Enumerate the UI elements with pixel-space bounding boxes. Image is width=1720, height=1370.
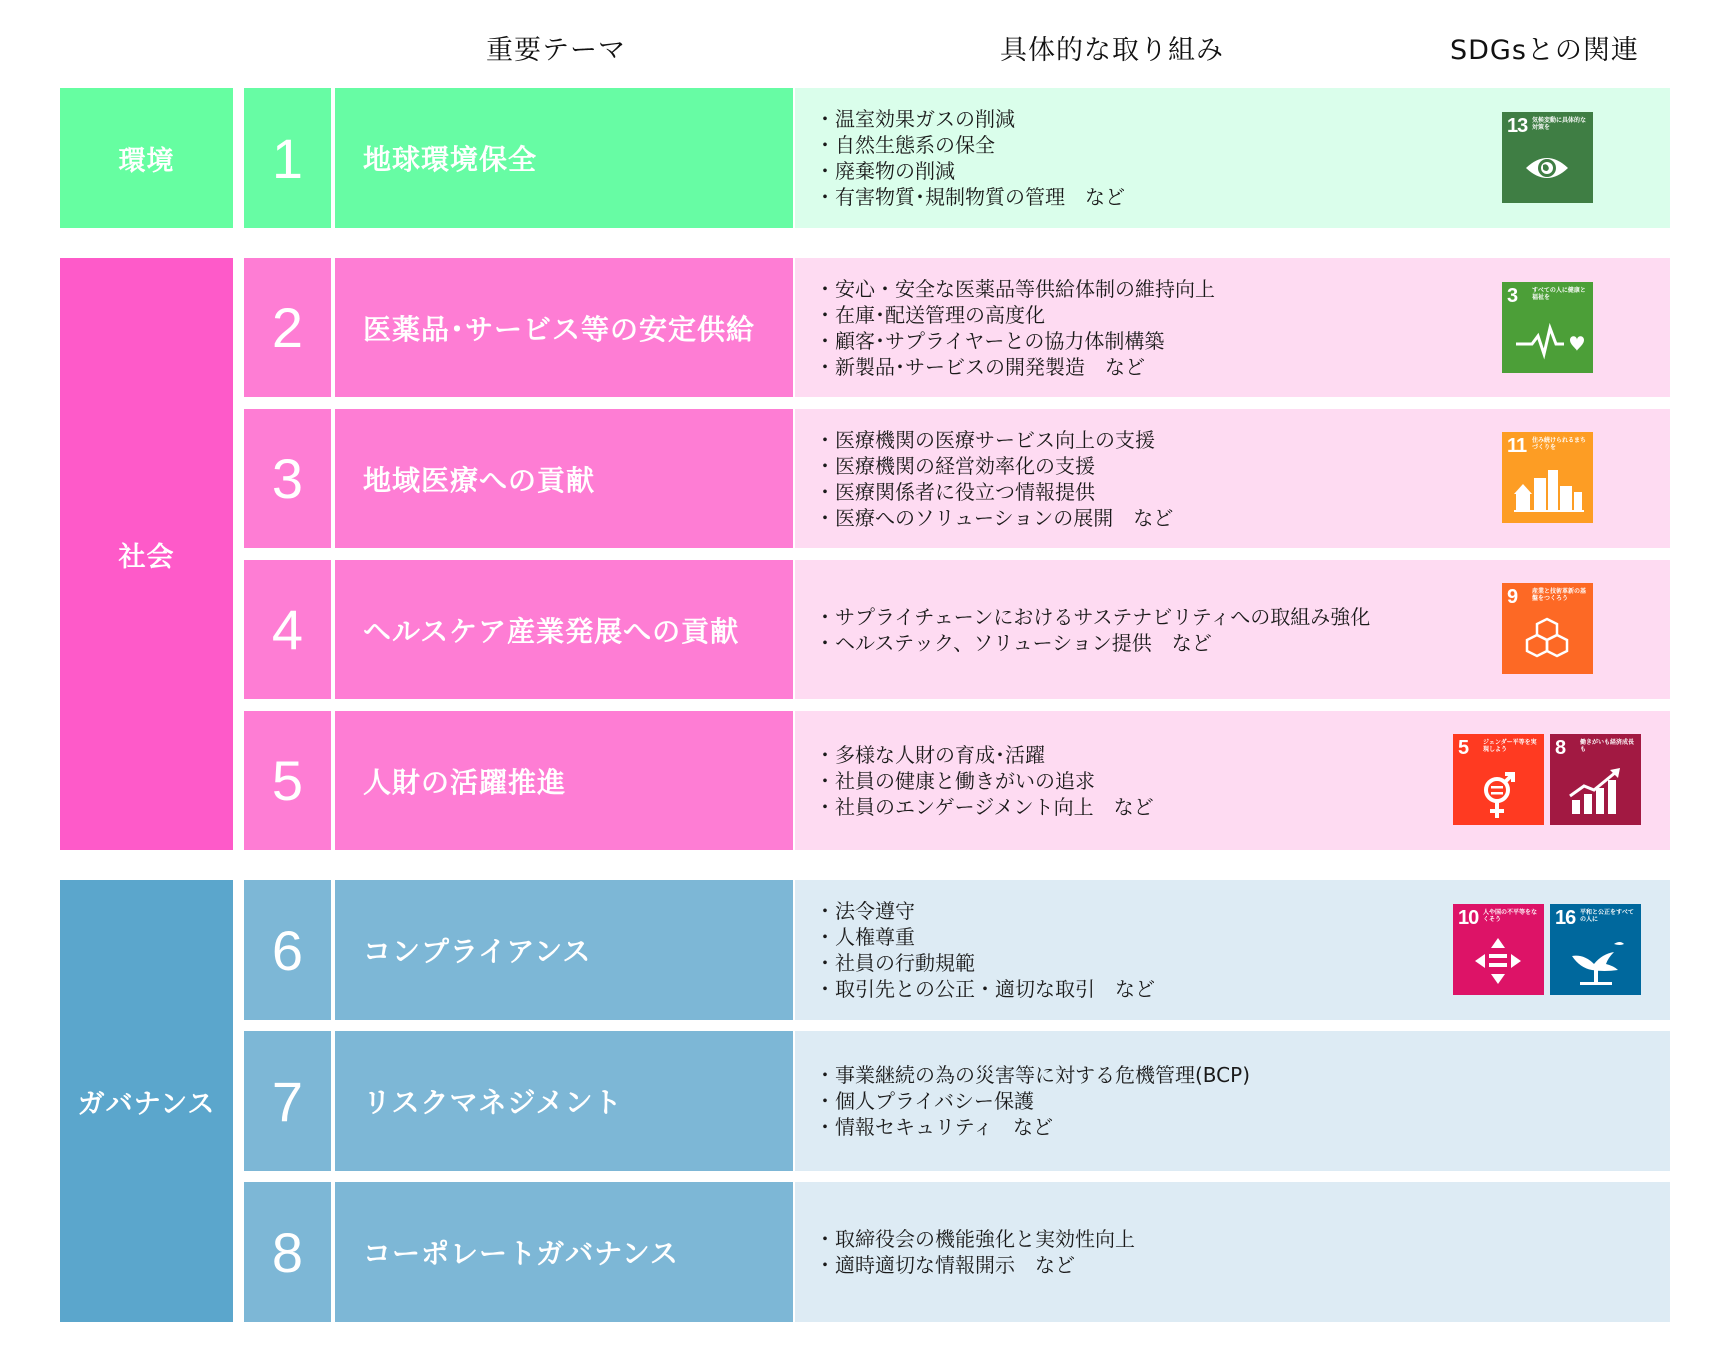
theme-title: コーポレートガバナンス <box>335 1182 793 1322</box>
theme-title: リスクマネジメント <box>335 1031 793 1171</box>
header-sdgs: SDGsとの関連 <box>1450 35 1639 66</box>
action-item: ・ 適時適切な情報開示 など <box>815 1252 1135 1278</box>
action-item: ・ 顧客･サプライヤーとの協力体制構築 <box>815 328 1215 354</box>
sdg-label: 産業と技術革新の基盤をつくろう <box>1532 589 1587 602</box>
action-item: ・ 医療機関の医療サービス向上の支援 <box>815 427 1173 453</box>
sdg-10-icon <box>1453 904 1544 995</box>
action-item: ・ 人権尊重 <box>815 924 1155 950</box>
sdg-13-icon <box>1502 112 1593 203</box>
sdg-3-icon <box>1502 282 1593 373</box>
action-item: ・ 取引先との公正・適切な取引 など <box>815 976 1155 1002</box>
action-item: ・ 法令遵守 <box>815 898 1155 924</box>
theme-title: ヘルスケア産業発展への貢献 <box>335 560 793 699</box>
action-item: ・ サプライチェーンにおけるサステナビリティへの取組み強化 <box>815 604 1370 630</box>
sdg-number: 3 <box>1507 285 1518 307</box>
category-society: 社会 <box>60 258 233 850</box>
action-item: ・ ヘルステック、ソリューション提供 など <box>815 630 1370 656</box>
theme-number: 7 <box>244 1031 331 1171</box>
header-actions: 具体的な取り組み <box>1000 35 1224 66</box>
action-item: ・ 多様な人財の育成･活躍 <box>815 742 1154 768</box>
action-item: ・ 安心・安全な医薬品等供給体制の維持向上 <box>815 276 1215 302</box>
category-environment: 環境 <box>60 88 233 228</box>
theme-number: 3 <box>244 409 331 548</box>
action-item: ・ 在庫･配送管理の高度化 <box>815 302 1215 328</box>
category-governance: ガバナンス <box>60 880 233 1322</box>
action-item: ・ 医療関係者に役立つ情報提供 <box>815 479 1173 505</box>
action-item: ・ 新製品･サービスの開発製造 など <box>815 354 1215 380</box>
header-theme: 重要テーマ <box>486 35 626 66</box>
theme-title: コンプライアンス <box>335 880 793 1020</box>
theme-number: 2 <box>244 258 331 397</box>
theme-title: 医薬品･サービス等の安定供給 <box>335 258 793 397</box>
action-item: ・ 社員のエンゲージメント向上 など <box>815 794 1154 820</box>
sdg-number: 8 <box>1555 737 1566 759</box>
theme-number: 6 <box>244 880 331 1020</box>
theme-number: 8 <box>244 1182 331 1322</box>
sdg-number: 9 <box>1507 586 1518 608</box>
sdg-11-icon <box>1502 432 1593 523</box>
sdg-label: すべての人に健康と福祉を <box>1532 288 1586 301</box>
theme-number: 5 <box>244 711 331 850</box>
theme-title: 人財の活躍推進 <box>335 711 793 850</box>
sdg-label: 人や国の不平等をなくそう <box>1483 910 1538 923</box>
theme-number: 4 <box>244 560 331 699</box>
action-item: ・ 医療へのソリューションの展開 など <box>815 505 1173 531</box>
sdg-number: 13 <box>1507 115 1528 137</box>
action-item: ・ 自然生態系の保全 <box>815 132 1125 158</box>
sdg-label: 気候変動に具体的な対策を <box>1532 118 1587 131</box>
theme-actions <box>795 1031 1670 1171</box>
action-item: ・ 医療機関の経営効率化の支援 <box>815 453 1173 479</box>
action-item: ・ 温室効果ガスの削減 <box>815 106 1125 132</box>
theme-number: 1 <box>244 88 331 228</box>
theme-title: 地域医療への貢献 <box>335 409 793 548</box>
action-item: ・ 有害物質･規制物質の管理 など <box>815 184 1125 210</box>
sdg-9-icon <box>1502 583 1593 674</box>
action-item: ・ 廃棄物の削減 <box>815 158 1125 184</box>
action-item: ・ 情報セキュリティ など <box>815 1114 1250 1140</box>
sdg-label: 働きがいも経済成長も <box>1580 740 1635 753</box>
action-item: ・ 個人プライバシー保護 <box>815 1088 1250 1114</box>
sdg-number: 11 <box>1507 435 1527 457</box>
sdg-label: 平和と公正をすべての人に <box>1580 910 1634 923</box>
theme-title: 地球環境保全 <box>335 88 793 228</box>
action-item: ・ 社員の健康と働きがいの追求 <box>815 768 1154 794</box>
sdg-5-icon <box>1453 734 1544 825</box>
theme-actions <box>795 1182 1670 1322</box>
sdg-number: 16 <box>1555 907 1576 929</box>
action-item: ・ 事業継続の為の災害等に対する危機管理(BCP) <box>815 1062 1250 1088</box>
action-item: ・ 取締役会の機能強化と実効性向上 <box>815 1226 1135 1252</box>
action-item: ・ 社員の行動規範 <box>815 950 1155 976</box>
sdg-number: 10 <box>1458 907 1479 929</box>
sdg-label: ジェンダー平等を実現しよう <box>1483 740 1537 753</box>
sdg-16-icon <box>1550 904 1641 995</box>
sdg-label: 住み続けられるまちづくりを <box>1532 438 1587 451</box>
sdg-8-icon <box>1550 734 1641 825</box>
sdg-number: 5 <box>1458 737 1469 759</box>
